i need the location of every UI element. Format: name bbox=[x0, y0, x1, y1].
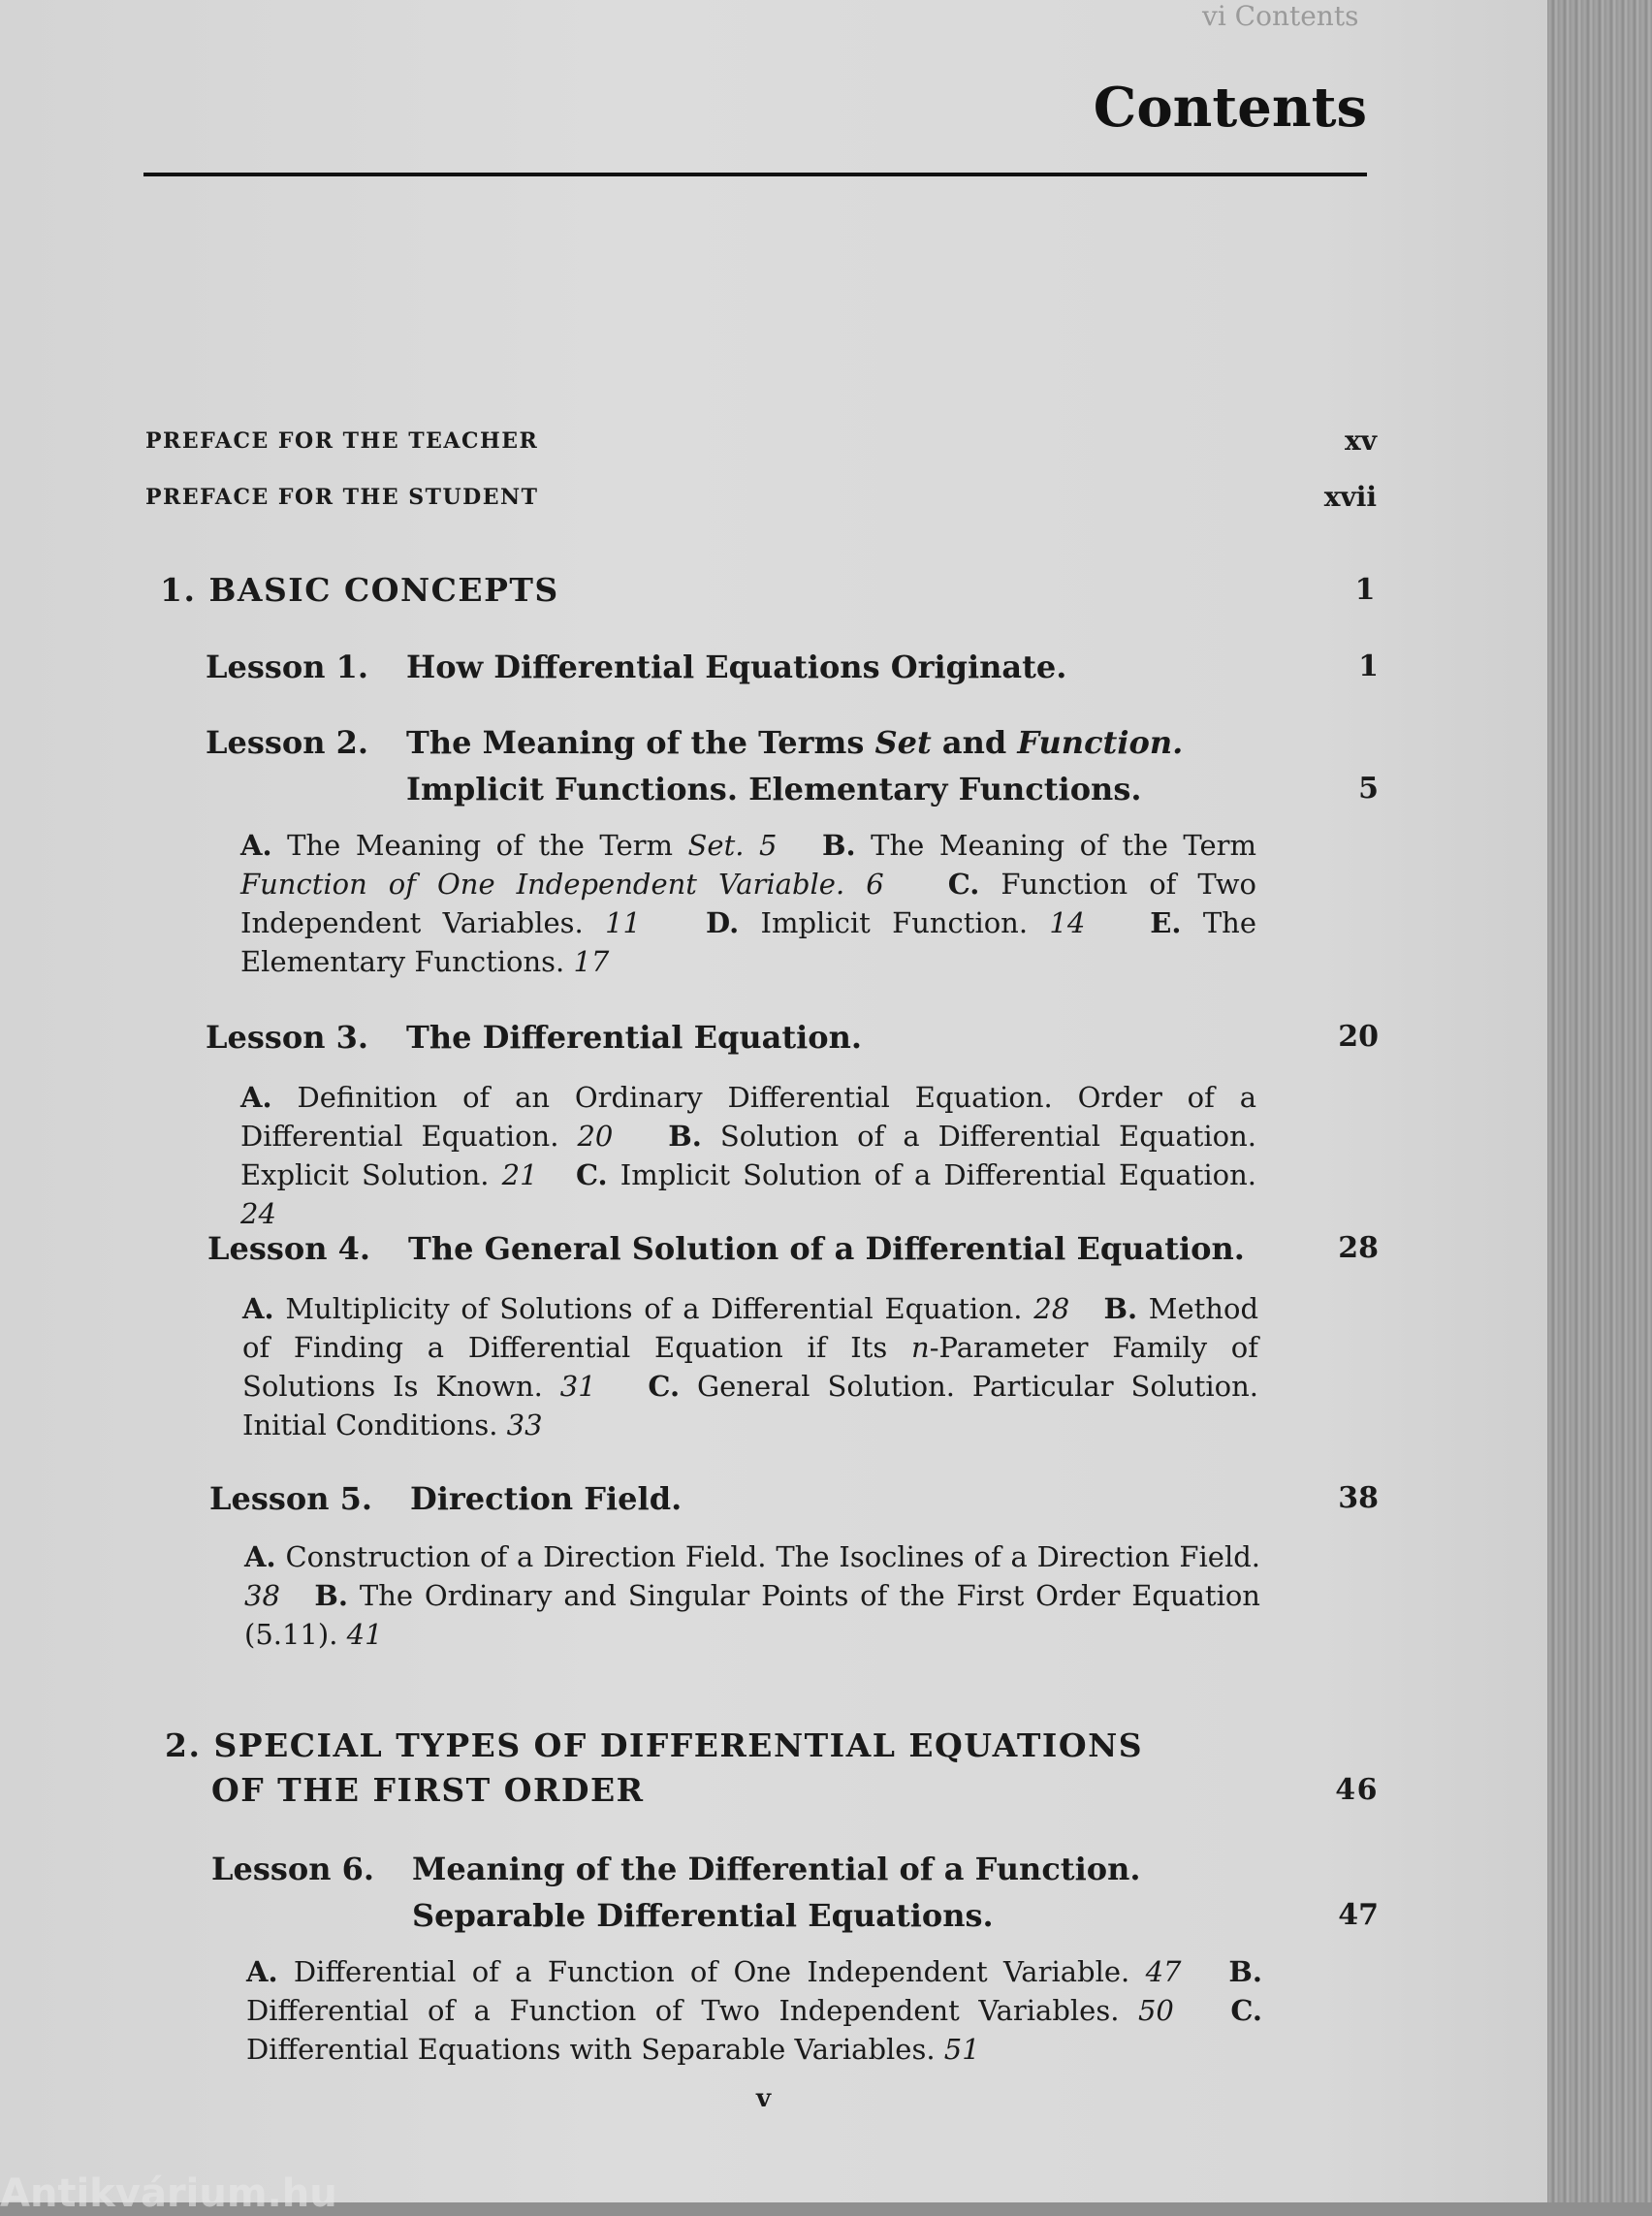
lesson-5-subtopics: A. Construction of a Direction Field. The Isoclines of a Direction Field. 38 B. The Ordinary and Singular Points of the First Order Equation (5.11). 41 bbox=[244, 1540, 1260, 1651]
chapter-title-line2: OF THE FIRST ORDER bbox=[211, 1771, 645, 1809]
toc-entry-preface-student bbox=[145, 481, 1377, 513]
page-number: v bbox=[756, 2084, 772, 2113]
lesson-label: Lesson 1. bbox=[206, 649, 369, 685]
lesson-page: 28 bbox=[1338, 1231, 1379, 1265]
lesson-title: How Differential Equations Originate. bbox=[406, 649, 1067, 685]
toc-chapter-2 bbox=[165, 1724, 1379, 1817]
lesson-label: Lesson 4. bbox=[207, 1230, 371, 1267]
lesson-title: The Differential Equation. bbox=[406, 1019, 863, 1056]
lesson-3-subtopics: A. Definition of an Ordinary Differential Equation. Order of a Differential Equation. 20 B. Solution of a Differential Equation. Explicit Solution. 21 C. Implicit Solution of a Differential Equation. 24 bbox=[240, 1081, 1257, 1230]
preface-label: PREFACE FOR THE STUDENT bbox=[145, 485, 539, 510]
page-title: Contents bbox=[1093, 76, 1367, 140]
toc-lesson-3 bbox=[206, 1014, 1379, 1062]
bleed-through-header: vi Contents bbox=[1202, 0, 1359, 32]
chapter-title-line1: SPECIAL TYPES OF DIFFERENTIAL EQUATIONS bbox=[213, 1726, 1144, 1764]
lesson-label: Lesson 5. bbox=[209, 1480, 373, 1517]
lesson-page: 38 bbox=[1338, 1481, 1379, 1515]
toc-chapter-1 bbox=[160, 568, 1377, 613]
page-edges bbox=[1547, 0, 1652, 2202]
lesson-title: Meaning of the Differential of a Function. Separable Differential Equations. bbox=[412, 1851, 1141, 1934]
lesson-label: Lesson 6. bbox=[211, 1851, 375, 1887]
watermark: Antikvárium.hu bbox=[0, 2171, 337, 2216]
lesson-page: 47 bbox=[1338, 1898, 1379, 1932]
chapter-number: 1. bbox=[160, 571, 197, 609]
preface-page: xvii bbox=[1323, 481, 1377, 513]
chapter-page: 1 bbox=[1354, 573, 1377, 607]
toc-lesson-4 bbox=[207, 1225, 1379, 1274]
lesson-title: The General Solution of a Differential Equation. bbox=[408, 1230, 1245, 1267]
lesson-6-subtopics: A. Differential of a Function of One Independent Variable. 47 B. Differential of a Function of Two Independent Variables. 50 C. Differential Equations with Separable Variables. 51 bbox=[246, 1955, 1263, 2066]
lesson-page: 5 bbox=[1358, 772, 1379, 806]
lesson-page: 20 bbox=[1338, 1020, 1379, 1054]
chapter-number: 2. bbox=[165, 1726, 202, 1764]
lesson-label: Lesson 3. bbox=[206, 1019, 369, 1056]
toc-entry-preface-teacher bbox=[145, 425, 1377, 457]
lesson-title: The Meaning of the Terms Set and Function. Implicit Functions. Elementary Functions. bbox=[406, 724, 1184, 807]
title-rule bbox=[143, 173, 1367, 176]
chapter-title: BASIC CONCEPTS bbox=[208, 571, 559, 609]
toc-lesson-5 bbox=[209, 1475, 1379, 1524]
preface-page: xv bbox=[1345, 425, 1377, 457]
lesson-4-subtopics: A. Multiplicity of Solutions of a Differential Equation. 28 B. Method of Finding a Differential Equation if Its n-Parameter Family of Solutions Is Known. 31 C. General Solution. Particular Solution. Initial Conditions. 33 bbox=[242, 1292, 1259, 1441]
lesson-title: Direction Field. bbox=[410, 1480, 683, 1517]
lesson-2-subtopics: A. The Meaning of the Term Set. 5 B. The Meaning of the Term Function of One Independent Variable. 6 C. Function of Two Independent Variables. 11 D. Implicit Function. 14 E. The Elementary Functions. 17 bbox=[240, 829, 1257, 978]
lesson-label: Lesson 2. bbox=[206, 724, 369, 761]
toc-lesson-1 bbox=[206, 644, 1379, 692]
preface-label: PREFACE FOR THE TEACHER bbox=[145, 428, 539, 454]
toc-lesson-2 bbox=[206, 719, 1379, 816]
chapter-page: 46 bbox=[1335, 1773, 1379, 1807]
toc-lesson-6 bbox=[211, 1846, 1379, 1943]
lesson-page: 1 bbox=[1358, 649, 1379, 683]
